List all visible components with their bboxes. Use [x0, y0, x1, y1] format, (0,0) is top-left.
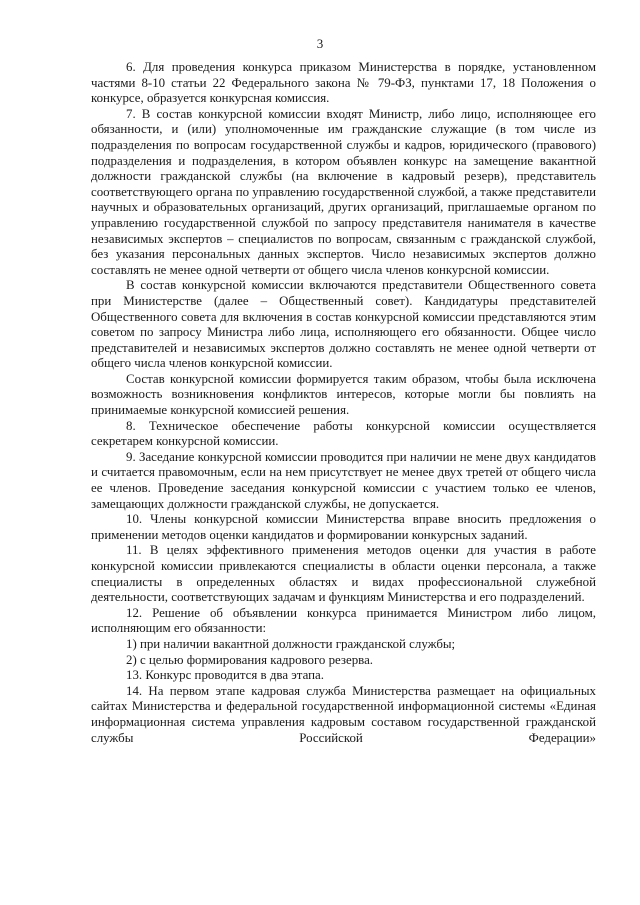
paragraph-13: 13. Конкурс проводится в два этапа.	[126, 668, 324, 683]
page-number: 3	[316, 36, 324, 51]
document-body	[91, 60, 596, 746]
paragraph-11: 11. В целях эффективного применения методов оценки для участия в работе конкурсной комиссии привлекаются специалисты в области оценки персонала, а также специалисты в определенных областях и видах профессиональной служебной деятельности, соответствующих задачам и функциям Министерства и его подразделений.	[91, 543, 596, 605]
paragraph-12-item-1: 1) при наличии вакантной должности гражданской службы;	[126, 636, 456, 651]
paragraph-9: 9. Заседание конкурсной комиссии проводится при наличии не мене двух кандидатов и считается правомочным, если на нем присутствует не менее двух третей от общего числа ее членов. Проведение заседания конкурсной комиссии с участием только ее членов, замещающих должности гражданской службы, не допускается.	[91, 449, 596, 511]
paragraph-10: 10. Члены конкурсной комиссии Министерства вправе вносить предложения о применении методов оценки кандидатов и формировании конкурсных заданий.	[91, 512, 596, 542]
paragraph-7: 7. В состав конкурсной комиссии входят Министр, либо лицо, исполняющее его обязанности, и (или) уполномоченные им гражданские служащие (в том числе из подразделения по вопросам государственной службы и кадров, юридического (правового) подразделения и подразделения, в котором объявлен конкурс на замещение вакантной должности гражданской службы (на включение в кадровый резерв), представитель соответствующего органа по управлению государственной службой, а также представители научных и образовательных организаций, других организаций, приглашаемые органом по управлению государственной службой по запросу представителя нанимателя в качестве независимых экспертов – специалистов по вопросам, связанным с гражданской службой, без указания персональных данных экспертов. Число независимых экспертов должно составлять не менее одной четверти от общего числа членов конкурсной комиссии.	[91, 106, 596, 277]
paragraph-14: 14. На первом этапе кадровая служба Министерства размещает на официальных сайтах Министерства и федеральной государственной информационной системы «Единая информационная система управления кадровым составом государственной гражданской службы Российской Федерации»	[91, 683, 596, 745]
paragraph-7-public-council: В состав конкурсной комиссии включаются представители Общественного совета при Министерстве (далее – Общественный совет). Кандидатуры представителей Общественного совета для включения в состав конкурсной комиссии представляются этим советом по запросу Министра либо лица, исполняющего его обязанности. Общее число представителей и независимых экспертов должно составлять не менее одной четверти от общего числа членов конкурсной комиссии.	[91, 278, 596, 371]
paragraph-12: 12. Решение об объявлении конкурса принимается Министром либо лицом, исполняющим его обязанности:	[91, 605, 596, 636]
paragraph-8: 8. Техническое обеспечение работы конкурсной комиссии осуществляется секретарем конкурсной комиссии.	[91, 418, 596, 449]
paragraph-12-item-2: 2) с целью формирования кадрового резерва.	[126, 652, 374, 667]
paragraph-7-conflict-of-interest: Состав конкурсной комиссии формируется таким образом, чтобы была исключена возможность возникновения конфликтов интересов, которые могли бы повлиять на принимаемые конкурсной комиссией решения.	[91, 371, 596, 418]
paragraph-6: 6. Для проведения конкурса приказом Министерства в порядке, установленном частями 8-10 статьи 22 Федерального закона № 79-ФЗ, пунктами 17, 18 Положения о конкурсе, образуется конкурсная комиссия.	[91, 60, 596, 106]
